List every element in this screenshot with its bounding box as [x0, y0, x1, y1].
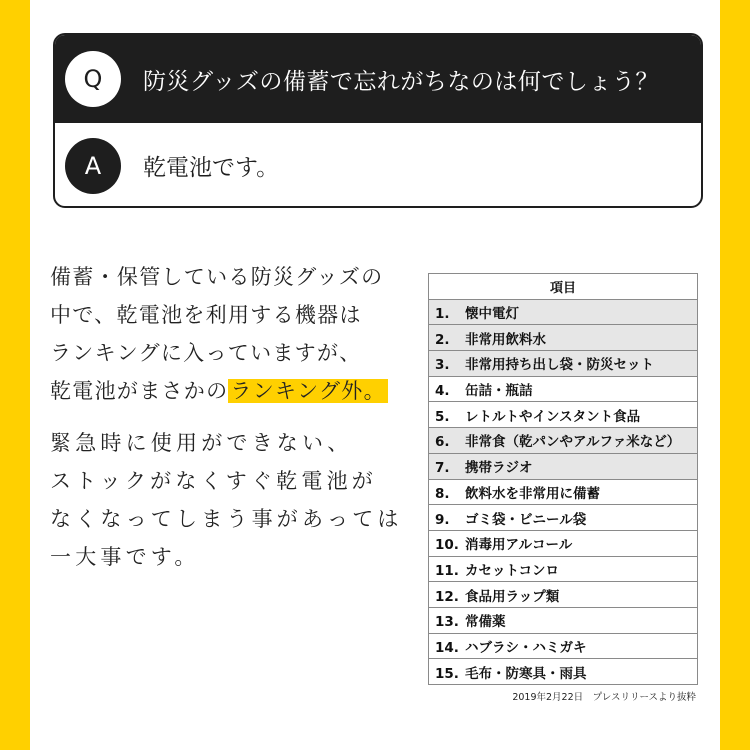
rank-item: カセットコンロ — [465, 562, 559, 579]
rank-item: 非常食（乾パンやアルファ米など） — [465, 434, 681, 451]
paragraph-line: 一大事です。 — [50, 545, 200, 569]
table-cell — [429, 453, 698, 479]
question-row — [55, 35, 701, 123]
paragraph-2 — [50, 424, 410, 576]
table-row — [429, 505, 698, 531]
explanation-text — [50, 258, 410, 590]
rank-item: 懐中電灯 — [465, 306, 519, 323]
rank-item: 毛布・防寒具・雨具 — [465, 665, 587, 682]
table-cell — [429, 582, 698, 608]
table-row — [429, 633, 698, 659]
table-row — [429, 582, 698, 608]
rank-number: 13. — [435, 614, 459, 631]
rank-item: 常備薬 — [465, 614, 506, 631]
table-row — [429, 402, 698, 428]
table-row — [429, 530, 698, 556]
rank-number: 5. — [435, 408, 450, 425]
table-cell — [429, 376, 698, 402]
rank-number: 3. — [435, 357, 450, 374]
rank-number: 15. — [435, 665, 459, 682]
ranking-table-wrap — [428, 273, 698, 703]
source-note: 2019年2月22日 プレスリリースより抜粋 — [512, 692, 696, 703]
table-row — [429, 428, 698, 454]
rank-number: 2. — [435, 331, 450, 348]
paragraph-prefix: 乾電池がまさかの — [50, 379, 229, 403]
rank-item: 飲料水を非常用に備蓄 — [465, 485, 600, 502]
table-cell — [429, 505, 698, 531]
table-cell — [429, 325, 698, 351]
answer-text: 乾電池です。 — [143, 155, 280, 181]
rank-item: ゴミ袋・ビニール袋 — [465, 511, 587, 528]
table-row — [429, 376, 698, 402]
answer-mark-badge: A — [65, 138, 121, 194]
rank-item: 非常用持ち出し袋・防災セット — [465, 357, 654, 374]
rank-number: 11. — [435, 562, 459, 579]
rank-number: 8. — [435, 485, 450, 502]
table-cell — [429, 299, 698, 325]
qa-box — [53, 33, 703, 208]
table-cell — [429, 607, 698, 633]
table-cell — [429, 530, 698, 556]
rank-item: 缶詰・瓶詰 — [465, 383, 533, 400]
table-row — [429, 607, 698, 633]
table-cell — [429, 633, 698, 659]
table-cell — [429, 351, 698, 377]
table-row — [429, 299, 698, 325]
content-panel — [30, 0, 720, 750]
table-row — [429, 556, 698, 582]
rank-number: 12. — [435, 588, 459, 605]
table-cell — [429, 556, 698, 582]
paragraph-line: 備蓄・保管している防災グッズの — [50, 265, 384, 289]
rank-number: 7. — [435, 460, 450, 477]
ranking-table-body — [429, 299, 698, 684]
highlight-text: ランキング外。 — [230, 379, 386, 403]
rank-number: 6. — [435, 434, 450, 451]
table-cell — [429, 402, 698, 428]
table-row — [429, 479, 698, 505]
table-row — [429, 453, 698, 479]
table-row — [429, 351, 698, 377]
paragraph-line: 緊急時に使用ができない、 — [50, 431, 353, 455]
rank-item: 携帯ラジオ — [465, 460, 533, 477]
paragraph-1 — [50, 258, 410, 410]
rank-number: 4. — [435, 383, 450, 400]
answer-row — [55, 123, 701, 208]
ranking-table — [428, 273, 698, 685]
paragraph-line: ストックがなくすぐ乾電池が — [50, 469, 377, 493]
question-text: 防災グッズの備蓄で忘れがちなのは何でしょう？ — [143, 68, 659, 95]
table-header: 項目 — [429, 274, 698, 300]
rank-item: 非常用飲料水 — [465, 331, 546, 348]
question-mark-badge: Q — [65, 51, 121, 107]
paragraph-line: 中で、乾電池を利用する機器は — [50, 303, 362, 327]
table-row — [429, 325, 698, 351]
table-cell — [429, 428, 698, 454]
rank-item: 食品用ラップ類 — [465, 588, 560, 605]
rank-number: 1. — [435, 306, 450, 323]
rank-item: ハブラシ・ハミガキ — [465, 639, 587, 656]
rank-number: 14. — [435, 639, 459, 656]
table-cell — [429, 479, 698, 505]
rank-item: レトルトやインスタント食品 — [465, 408, 641, 425]
rank-item: 消毒用アルコール — [465, 537, 573, 554]
paragraph-line: なくなってしまう事があっては — [50, 507, 403, 531]
rank-number: 9. — [435, 511, 450, 528]
paragraph-line: ランキングに入っていますが、 — [50, 341, 362, 365]
paragraph-line-last — [50, 372, 410, 410]
table-cell — [429, 659, 698, 685]
rank-number: 10. — [435, 537, 459, 554]
table-row — [429, 659, 698, 685]
